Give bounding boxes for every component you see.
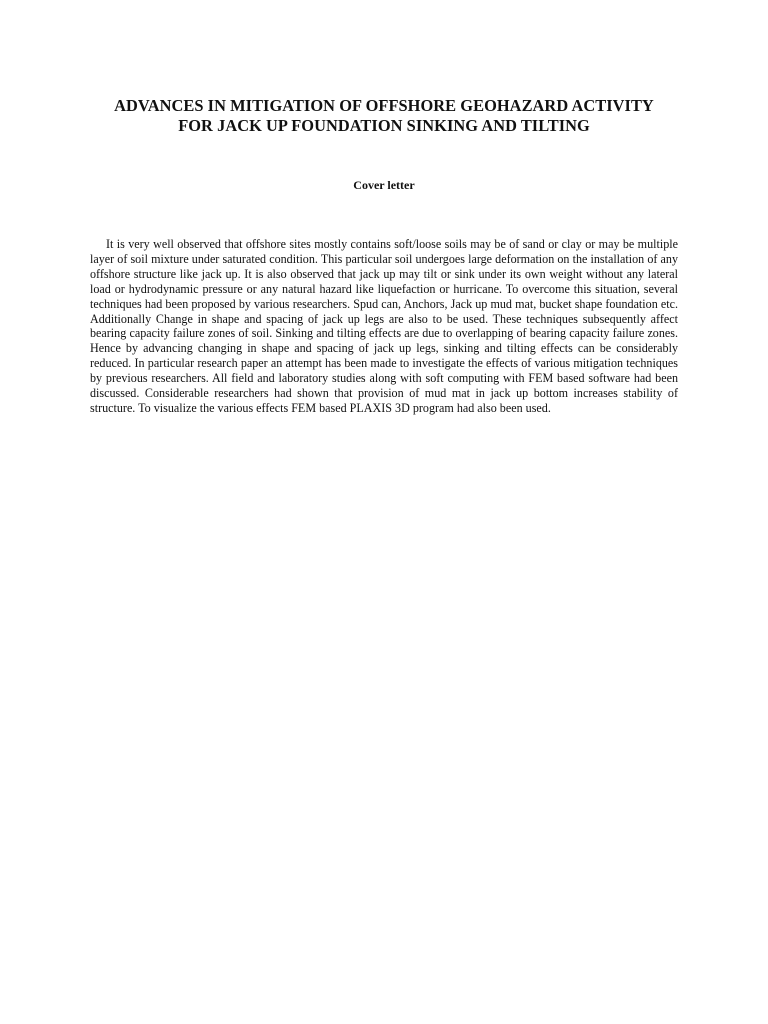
- title-line-1: ADVANCES IN MITIGATION OF OFFSHORE GEOHAZARD ACTIVITY: [114, 96, 654, 115]
- section-heading-cover-letter: Cover letter: [353, 178, 415, 192]
- body-paragraph: It is very well observed that offshore sites mostly contains soft/loose soils may be of sand or clay or may be multiple layer of soil mixture under saturated condition. This particular soil undergoes large deformation on the installation of any offshore structure like jack up. It is also observed that jack up may tilt or sink under its own weight without any lateral load or hydrodynamic pressure or any natural hazard like liquefaction or hurricane. To overcome this situation, several techniques had been proposed by various researchers. Spud can, Anchors, Jack up mud mat, bucket shape foundation etc. Additionally Change in shape and spacing of jack up legs are also to be used. These techniques subsequently affect bearing capacity failure zones of soil. Sinking and tilting effects are due to overlapping of bearing capacity failure zones. Hence by advancing changing in shape and spacing of jack up legs, sinking and tilting effects can be considerably reduced. In particular research paper an attempt has been made to investigate the effects of various mitigation techniques by previous researchers. All field and laboratory studies along with soft computing with FEM based software had been discussed. Considerable researchers had shown that provision of mud mat in jack up bottom increases stability of structure. To visualize the various effects FEM based PLAXIS 3D program had also been used.: [90, 237, 678, 415]
- title-line-2: FOR JACK UP FOUNDATION SINKING AND TILTING: [178, 116, 590, 135]
- document-title: [60, 96, 708, 136]
